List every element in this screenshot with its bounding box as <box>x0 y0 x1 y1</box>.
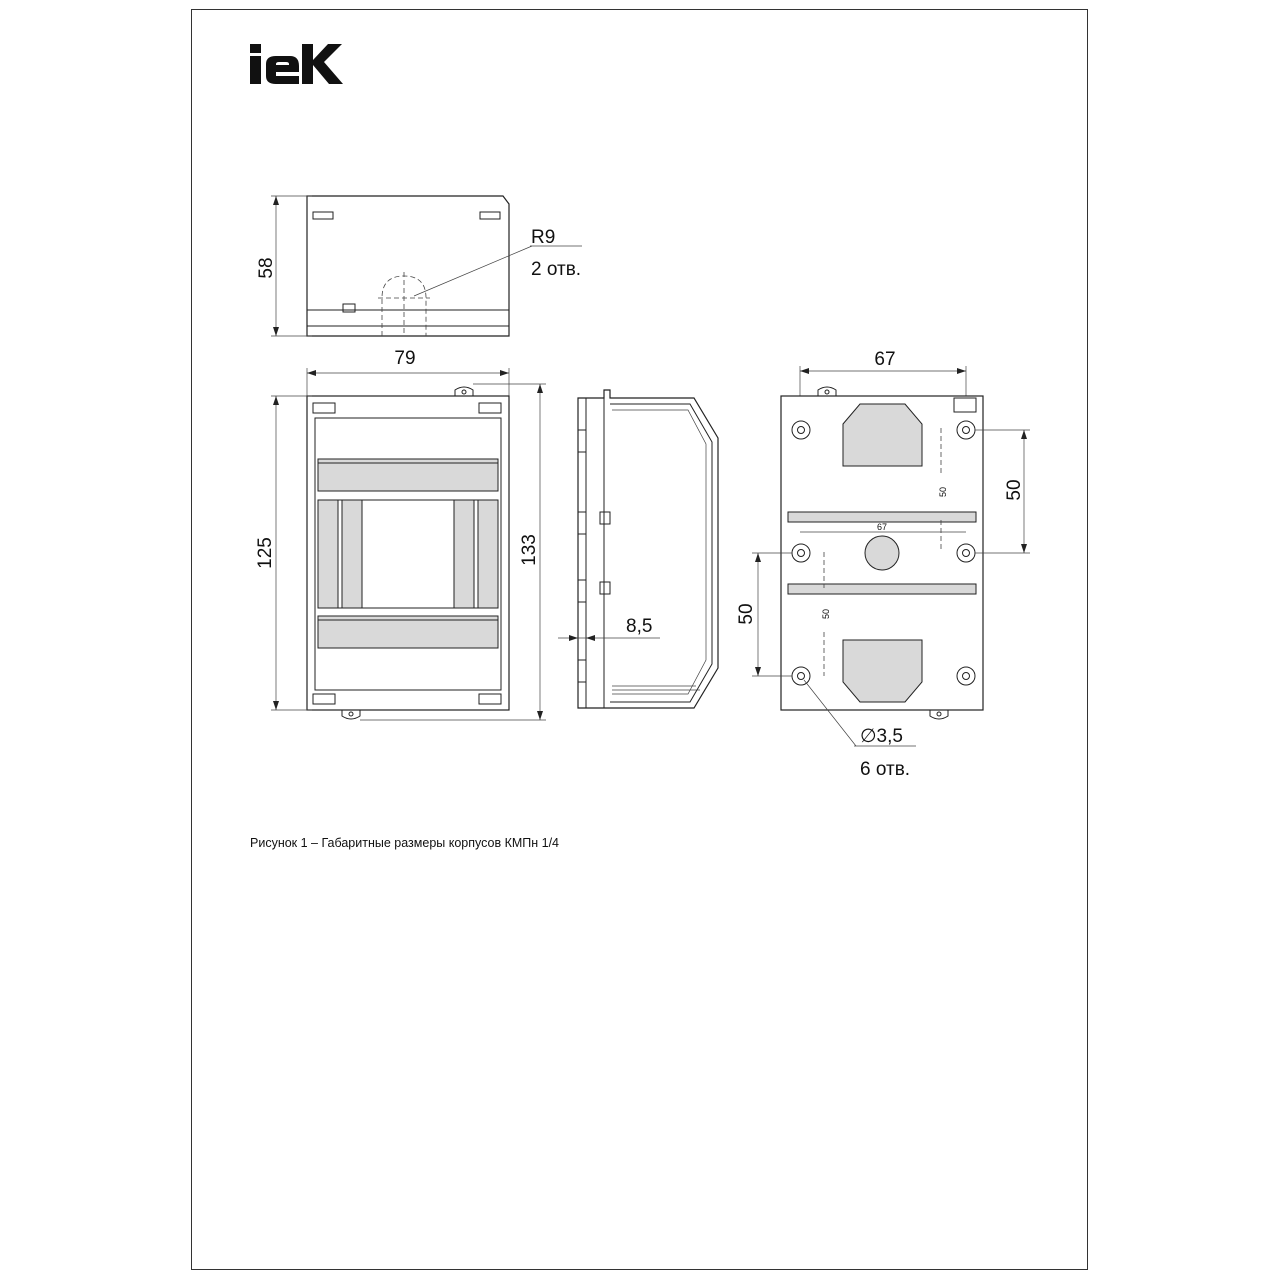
dim-67-inner-label: 67 <box>876 522 888 532</box>
dim-125-label: 125 <box>255 537 276 569</box>
dim-133-label: 133 <box>519 534 540 566</box>
dim-50-inner-a-label: 50 <box>938 486 948 498</box>
front-view <box>271 368 546 720</box>
dim-hole-count-label: 6 отв. <box>860 759 911 780</box>
iek-logo <box>250 44 343 84</box>
dim-50-left-label: 50 <box>736 603 757 625</box>
dim-67-label: 67 <box>874 349 896 370</box>
side-view <box>558 390 718 708</box>
dim-hole-diameter-label: ∅3,5 <box>860 726 903 747</box>
dim-79-label: 79 <box>394 348 416 369</box>
figure-caption: Рисунок 1 – Габаритные размеры корпусов КМПн 1/4 <box>250 836 560 850</box>
back-view <box>752 366 1030 746</box>
dim-r9-count-label: 2 отв. <box>531 259 582 280</box>
dim-8-5-label: 8,5 <box>626 616 653 637</box>
dim-r9-label: R9 <box>531 227 556 248</box>
dim-50-inner-b-label: 50 <box>821 608 831 620</box>
dim-58-label: 58 <box>256 257 277 279</box>
dim-50-right-label: 50 <box>1004 479 1025 501</box>
